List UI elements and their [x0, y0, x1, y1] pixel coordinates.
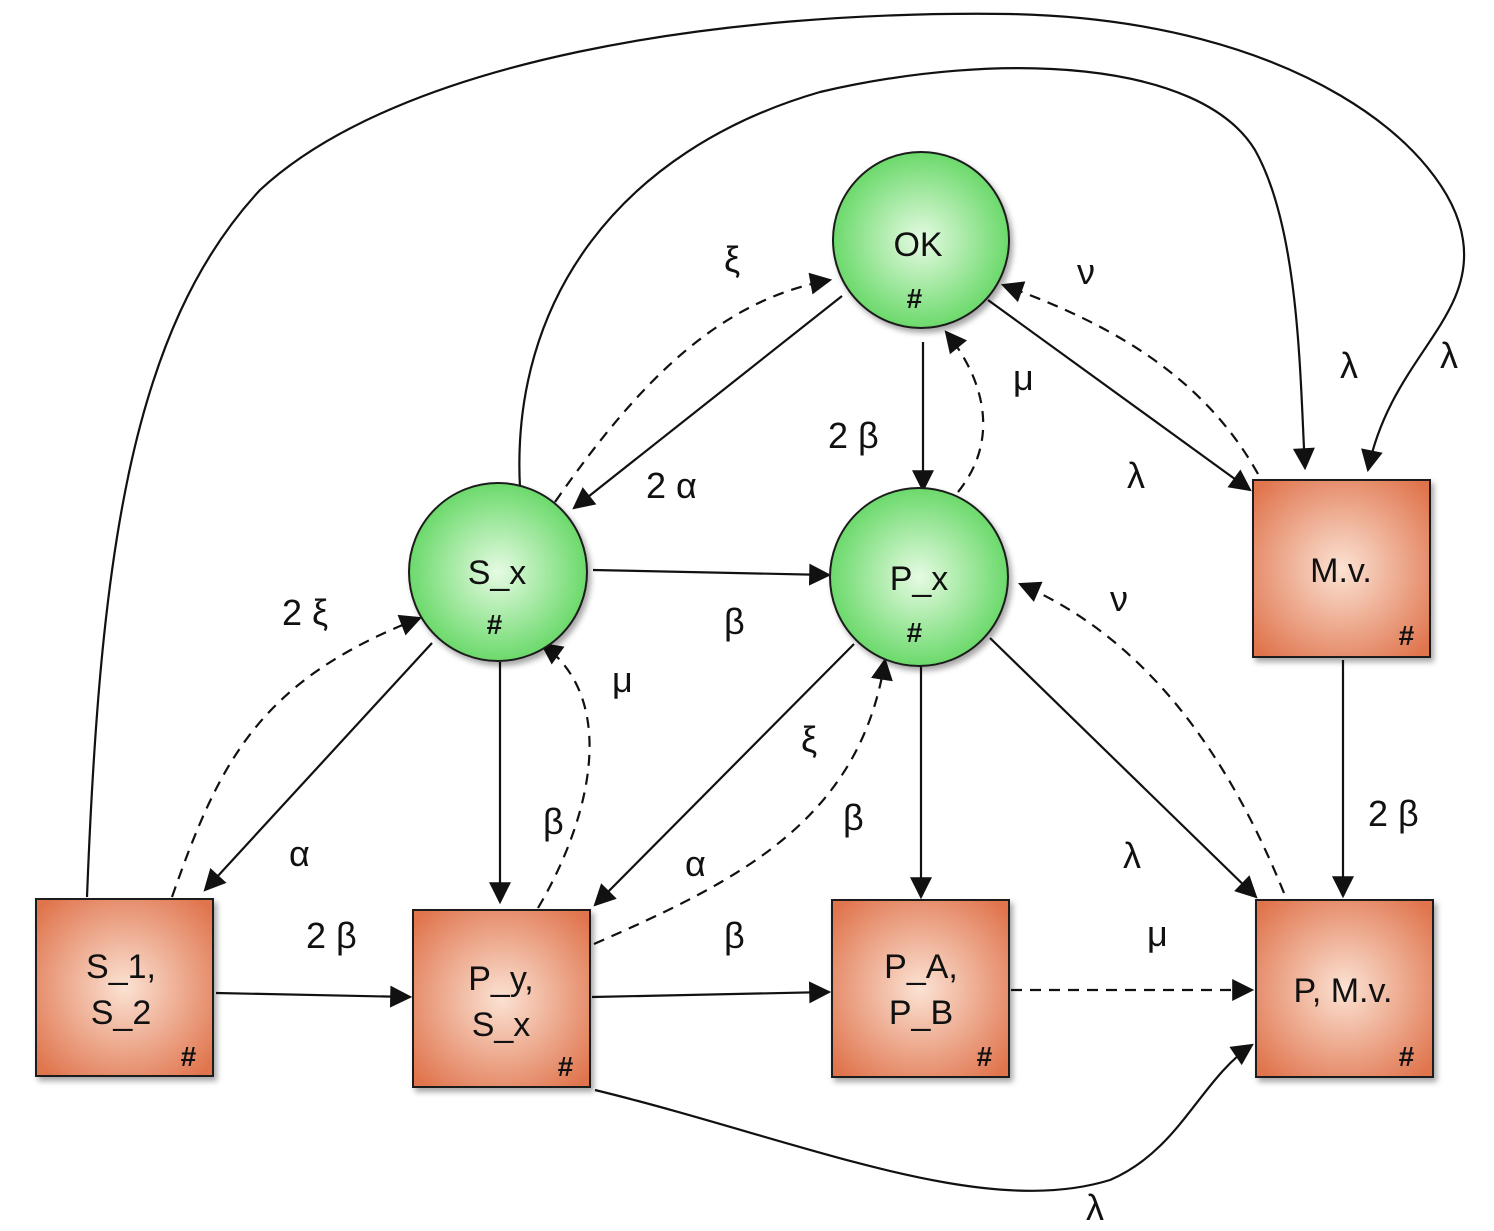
hash-mark: # [976, 1041, 992, 1072]
node-label: P_x [889, 560, 949, 598]
node-label: P_y, [468, 960, 534, 998]
edge-px-to-pysx [595, 644, 854, 905]
edge-pysx-to-sx-dashed [538, 644, 590, 908]
edge-label: α [685, 843, 706, 884]
edge-label: 2 β [1368, 793, 1419, 834]
edge-sx-to-px [593, 570, 829, 575]
state-m-v [1253, 480, 1430, 657]
edge-label: μ [1147, 913, 1168, 954]
hash-mark: # [1398, 620, 1414, 651]
edge-label: λ [1123, 835, 1141, 876]
edge-mv-to-ok-dashed [1003, 285, 1258, 474]
edge-label: 2 β [828, 415, 879, 456]
state-p-mv [1256, 900, 1433, 1077]
edge-label: λ [1086, 1187, 1104, 1228]
edge-label: β [843, 797, 864, 838]
state-p-x [830, 488, 1008, 666]
node-label: P, M.v. [1293, 972, 1393, 1010]
hash-mark: # [486, 609, 502, 640]
edge-s1s2-to-mv-outer [87, 14, 1464, 897]
state-pa-pb [832, 900, 1009, 1077]
edge-label: ξ [724, 239, 741, 280]
hash-mark: # [906, 283, 922, 314]
edge-label: β [543, 801, 564, 842]
edge-label: λ [1440, 335, 1458, 376]
edge-pmv-to-px-dashed [1020, 584, 1284, 893]
edge-label: λ [1340, 345, 1358, 386]
edge-label: β [724, 601, 745, 642]
edge-label: β [724, 915, 745, 956]
edge-label: 2 β [306, 915, 357, 956]
edge-ok-to-sx [574, 296, 842, 508]
state-s-x [409, 483, 587, 661]
hash-mark: # [180, 1041, 196, 1072]
node-label: S_2 [90, 994, 152, 1032]
edge-label: μ [612, 659, 633, 700]
node-label: S_x [471, 1006, 531, 1044]
state-ok [833, 152, 1009, 328]
node-label: S_x [467, 554, 527, 592]
edge-label: ξ [801, 719, 818, 760]
hash-mark: # [557, 1051, 573, 1082]
edge-s1s2-to-pysx [216, 993, 410, 997]
state-py-sx [413, 910, 590, 1087]
node-label: M.v. [1310, 552, 1372, 590]
node-label: P_B [888, 994, 954, 1032]
state-s1-s2 [36, 899, 213, 1076]
edge-sx-to-s1s2 [205, 643, 432, 890]
node-label: S_1, [86, 948, 156, 986]
edge-label: 2 α [646, 465, 697, 506]
hash-mark: # [1398, 1041, 1414, 1072]
edge-label: ν [1110, 578, 1128, 619]
node-label: P_A, [884, 948, 958, 986]
edge-label: ν [1077, 251, 1095, 292]
hash-mark: # [906, 617, 922, 648]
edge-pysx-to-papb [592, 992, 829, 997]
edge-label: α [289, 833, 310, 874]
edge-label: 2 ξ [282, 592, 329, 633]
edge-px-to-ok-dashed [946, 332, 983, 492]
edge-label: μ [1013, 357, 1034, 398]
edge-label: λ [1127, 455, 1145, 496]
node-label: OK [893, 226, 943, 264]
